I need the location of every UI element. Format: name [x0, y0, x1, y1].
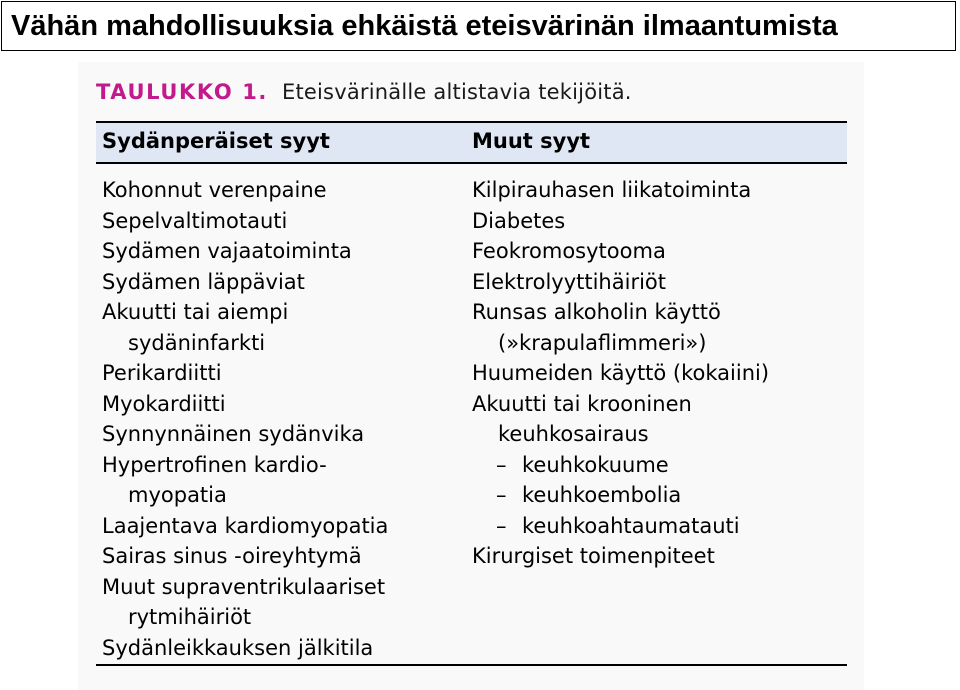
column-header-cardiac-causes: Sydänperäiset syyt — [102, 129, 330, 153]
list-item-continuation: sydäninfarkti — [128, 330, 266, 355]
sub-list-item-label: keuhkoembolia — [522, 483, 682, 507]
list-item: Diabetes — [472, 208, 566, 233]
caption-label: TAULUKKO 1. — [96, 80, 268, 104]
sub-list-item-label: keuhkokuume — [522, 452, 669, 477]
dash-bullet: – — [496, 513, 507, 538]
list-item: Kirurgiset toimenpiteet — [472, 544, 715, 568]
table-caption — [96, 80, 632, 104]
list-item: Perikardiitti — [102, 361, 222, 385]
dash-bullet: – — [496, 483, 507, 507]
list-item: Sydämen läppäviat — [102, 269, 305, 294]
list-item: Runsas alkoholin käyttö — [472, 300, 721, 324]
column-header-other-causes: Muut syyt — [472, 129, 591, 153]
list-item: Laajentava kardiomyopatia — [102, 513, 389, 538]
list-item: Sydänleikkauksen jälkitila — [102, 635, 374, 660]
list-item: Kohonnut verenpaine — [102, 178, 327, 202]
other-causes-list — [472, 175, 769, 572]
list-item: Sairas sinus -oireyhtymä — [102, 544, 362, 568]
table-header-rule — [96, 162, 847, 164]
caption-text: Eteisvärinälle altistavia tekijöitä. — [282, 80, 632, 104]
list-item: Akuutti tai krooninen — [472, 391, 692, 416]
dash-bullet: – — [496, 452, 507, 477]
cardiac-causes-list — [102, 175, 388, 663]
list-item: Sepelvaltimotauti — [102, 208, 288, 233]
list-item-continuation: myopatia — [128, 483, 227, 507]
slide-title: Vähän mahdollisuuksia ehkäistä eteisvärinän ilmaantumista — [1, 1, 956, 51]
list-item: Sydämen vajaatoiminta — [102, 239, 352, 263]
list-item-continuation: (»krapulaflimmeri») — [498, 330, 707, 355]
sub-list-item — [472, 480, 769, 511]
list-item-continuation: rytmihäiriöt — [128, 605, 252, 629]
list-item: Kilpirauhasen liikatoiminta — [472, 178, 752, 202]
list-item: Feokromosytooma — [472, 239, 666, 263]
list-item: Elektrolyyttihäiriöt — [472, 269, 666, 294]
list-item: Muut supraventrikulaariset — [102, 574, 386, 599]
sub-list-item — [472, 511, 769, 542]
list-item: Synnynnäinen sydänvika — [102, 422, 365, 446]
list-item: Akuutti tai aiempi — [102, 300, 289, 324]
sub-list-item-label: keuhkoahtaumatauti — [522, 513, 740, 538]
table-bottom-rule — [96, 664, 847, 666]
list-item: Huumeiden käyttö (kokaiini) — [472, 361, 770, 385]
list-item-continuation: keuhkosairaus — [498, 422, 649, 446]
list-item: Hypertrofinen kardio- — [102, 452, 327, 477]
sub-list-item — [472, 450, 769, 481]
list-item: Myokardiitti — [102, 391, 226, 416]
